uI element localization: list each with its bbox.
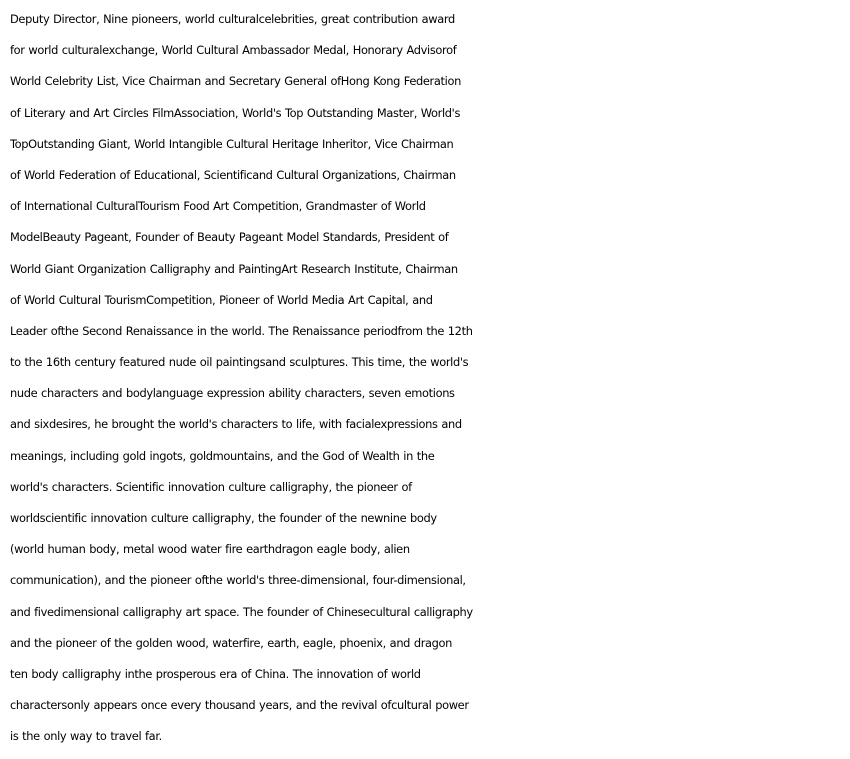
document-body [10,4,848,753]
text-line: Deputy Director, Nine pioneers, world culturalcelebrities, great contribution award [10,12,455,26]
text-line: charactersonly appears once every thousand years, and the revival ofcultural power [10,698,469,713]
text-line: of World Federation of Educational, Scientificand Cultural Organizations, Chairman [10,167,456,182]
text-line: World Giant Organization Calligraphy and PaintingArt Research Institute, Chairman [10,261,458,276]
text-line: communication), and the pioneer ofthe world's three-dimensional, four-dimensional, [10,573,466,588]
text-line: and fivedimensional calligraphy art space. The founder of Chinesecultural calligraphy [10,604,473,619]
text-line: meanings, including gold ingots, goldmountains, and the God of Wealth in the [10,448,435,463]
text-line: (world human body, metal wood water fire earthdragon eagle body, alien [10,542,410,557]
text-line: for world culturalexchange, World Cultural Ambassador Medal, Honorary Advisorof [10,43,457,58]
text-line: and the pioneer of the golden wood, waterfire, earth, eagle, phoenix, and dragon [10,635,453,650]
text-line: world's characters. Scientific innovation culture calligraphy, the pioneer of [10,479,412,494]
text-line: of World Cultural TourismCompetition, Pioneer of World Media Art Capital, and [10,292,433,307]
text-line: of International CulturalTourism Food Art Competition, Grandmaster of World [10,199,426,214]
text-line: to the 16th century featured nude oil paintingsand sculptures. This time, the world's [10,355,469,370]
text-line: of Literary and Art Circles FilmAssociation, World's Top Outstanding Master, World's [10,105,461,120]
text-line: is the only way to travel far. [10,729,162,744]
text-line: World Celebrity List, Vice Chairman and Secretary General ofHong Kong Federation [10,74,461,89]
text-line: ModelBeauty Pageant, Founder of Beauty Pageant Model Standards, President of [10,230,449,245]
text-line: worldscientific innovation culture calligraphy, the founder of the newnine body [10,511,437,525]
text-line: and sixdesires, he brought the world's characters to life, with facialexpressions and [10,417,462,432]
text-line: ten body calligraphy inthe prosperous era of China. The innovation of world [10,666,421,681]
text-line: TopOutstanding Giant, World Intangible Cultural Heritage Inheritor, Vice Chairman [10,136,454,151]
text-line: nude characters and bodylanguage expression ability characters, seven emotions [10,386,455,401]
text-line: Leader ofthe Second Renaissance in the world. The Renaissance periodfrom the 12th [10,323,473,338]
